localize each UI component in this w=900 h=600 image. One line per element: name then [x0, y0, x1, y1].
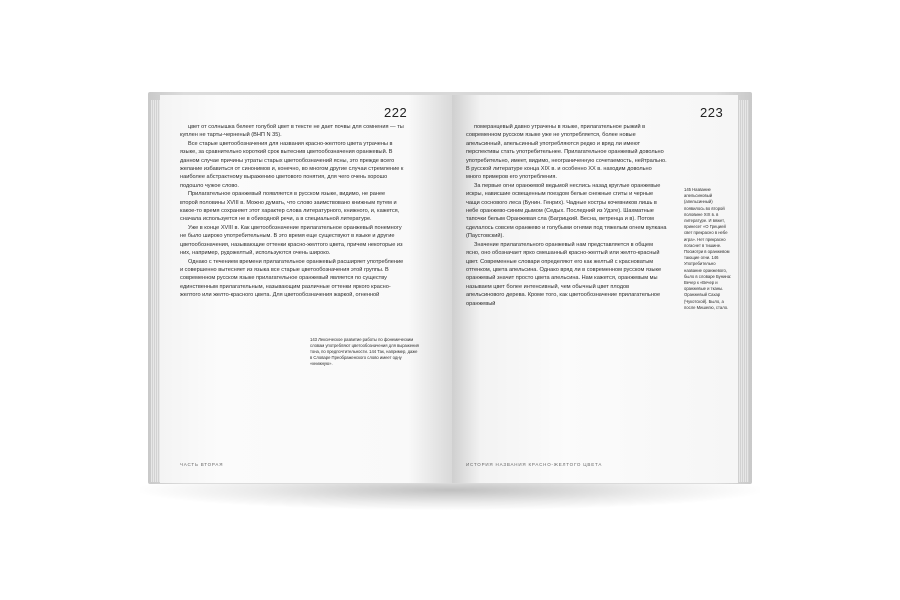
right-running-head: ИСТОРИЯ НАЗВАНИЯ КРАСНО-ЖЕЛТОГО ЦВЕТА: [466, 462, 603, 467]
right-page: [452, 95, 738, 483]
left-paragraph: Однако с течением времени прилагательное оранжевый расширяет употребление и совершенно вытесняет из языка все старые цветообозначения этой группы. В современном русском языке прилагательное оранжевый является по существу единственным прилагательным, называющим различные оттенки яркого красно-желтого или желто-красного цвета. Для цветообозначения жаркой, огненной: [180, 258, 404, 299]
left-paragraph: Уже в конце XVIII в. Как цветообозначение прилагательное оранжевый понемногу не было широко употребительным. В это время еще существуют в языке и другие цветообозначения, называющие оттенки красно-желтого цвета, причем некоторые из них, например, рудожелтый, используются очень широко.: [180, 224, 403, 257]
left-paragraph: цвет от солнышка белеет голубой цвет в тексте не дает почвы для сомнения — ты куплен не тарты-черненый (ВНП N 35).: [180, 124, 404, 139]
right-paragraph: померанцевый давно утрачены в языке, прилагательное рыжий в современном русском языке уже не употребляется, более новые апельсинный, апельсинный употребляются редко и вряд ли имеют перспективы стать употребительнее. Прилагательное оранжевый довольно употребительно, имеет, видимо, неограниченную сочетаемость, нейтрально. В русской литературе конца XIX в. и особенно XX в. находим довольно много примеров его употребления.: [466, 124, 667, 181]
left-paragraph: Все старые цветообозначения для названия красно-желтого цвета утрачены в языке, за сравнительно короткий срок вытеснив цветообозначения оранжевый. В данном случае причины утраты старых цветообозначений ясны, это прежде всего желание избавиться от синонимов и, конечно, во многом другие случаи стремление к наиболее абстрактному выражению цветового понятия, для чего очень хорошо подошло чужое слово.: [180, 140, 404, 189]
left-page-number: 222: [384, 105, 408, 120]
right-paragraph: Значение прилагательного оранжевый нам представляется в общем ясно, оно обозначает ярко смешанный красно-желтый или желто-красный цвет. Современные словари определяют его как желтый с красноватым оттенком, цвета апельсина. Однако вряд ли в современном русском языке оранжевый значит просто цвета апельсина. Нам кажется, оранжевым мы называем цвет более интенсивный, чем обычный цвет плодов апельсинового дерева. Кроме того, как цветообозначение прилагательное оранжевый: [466, 241, 662, 307]
open-book: [148, 92, 752, 490]
left-footnote: 143 Лексическое развитие работы по фонемическим словам употребляют цветообозначения для выражения тона, по предпочтительности. 144 Так, например, даже в Словаре Преображенского слово имеет одну «книжную».: [310, 337, 419, 366]
right-page-number: 223: [700, 105, 724, 120]
left-running-head: ЧАСТЬ ВТОРАЯ: [180, 462, 224, 467]
right-paragraph: За первые огни оранжевой ведьмой неслись назад круглые оранжевые искры, нависшие освещенным поездом белые снежные сгиты и черные чащи соснового леса (Бунин. Генрих). Чадные костры кочевников лишь в небе оранжево-синим дымом (Седых. Последний из Удэге). Шахматные тапочки белым Оранжевая сла (Багрицкий. Весна, ветренца и в). Потом сделалось совсем оранжево и голубыми огнями под тяжелым огнем вулкана (Паустовский).: [466, 182, 667, 240]
page-edges-right: [739, 100, 749, 482]
right-margin-notes: 145 Название апельсиновый (апельсинный) появилось во второй половине XIX в. в литературе. И вяжет, принесет «О Грецией свет прекрасно в небе игра». Нет прекрасно погаснет в тишине. Посмотри в оранжевом тающие огни. 146 Употребительно название оранжевого, было в словаре Бунина: Вечер к «Вечер и оранжевые и тканы. Оранжевый Сахар (Чукотской). Было, а после Мишелю, стало.: [684, 187, 732, 310]
left-paragraph: Прилагательное оранжевый появляется в русском языке, видимо, не ранее второй половины XVIII в. Можно думать, что слово заимствовано книжным путем и какое-то время сохраняет этот характер слова литературного, книжного, и, кажется, сначала используется не в обиходной речи, а в специальной литературе.: [180, 191, 400, 223]
left-page: [160, 95, 452, 483]
right-page-body: [466, 123, 668, 453]
